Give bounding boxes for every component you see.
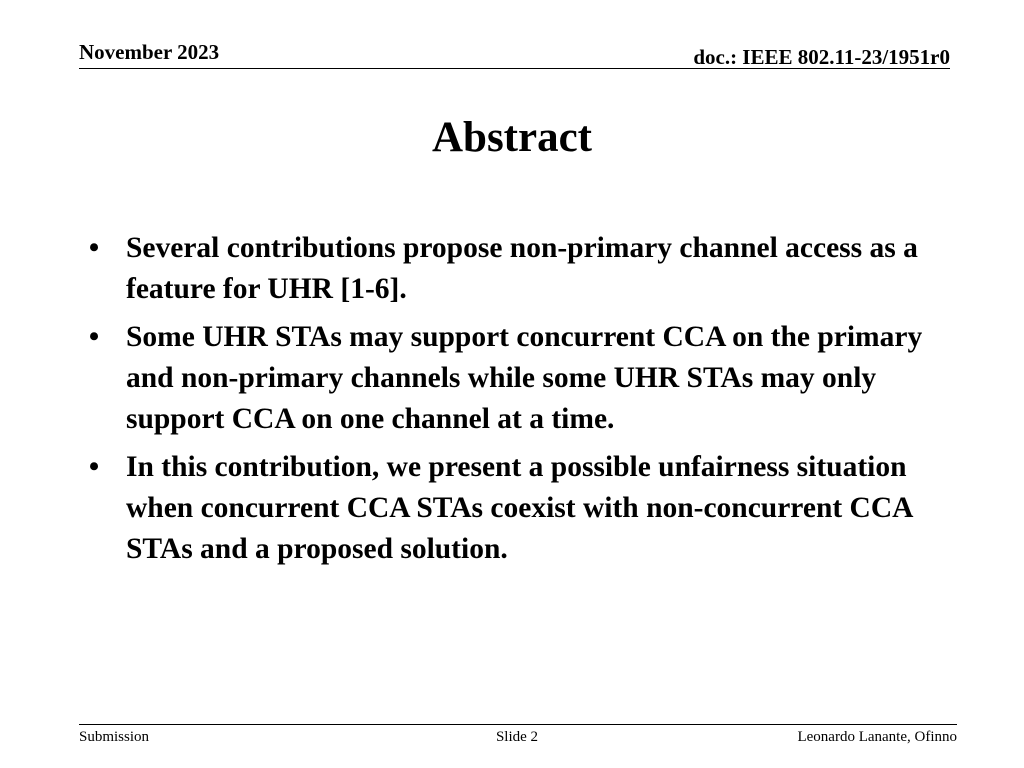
- bullet-item: [84, 447, 964, 570]
- bullet-list: [84, 228, 964, 577]
- bullet-text: Several contributions propose non-primary channel access as a feature for UHR [1-6].: [126, 232, 918, 305]
- header-doc-id: doc.: IEEE 802.11-23/1951r0: [693, 45, 950, 69]
- bullet-text: Some UHR STAs may support concurrent CCA on the primary and non-primary channels while some UHR STAs may only support CCA on one channel at a time.: [126, 321, 923, 435]
- footer-submission: Submission: [79, 729, 150, 745]
- footer-divider: [79, 724, 957, 725]
- footer-author: Leonardo Lanante, Ofinno: [797, 729, 957, 745]
- bullet-marker: •: [88, 321, 100, 353]
- bullet-item: [84, 317, 964, 440]
- bullet-item: [84, 228, 964, 310]
- slide-title: Abstract: [431, 114, 592, 161]
- bullet-marker: •: [88, 451, 100, 483]
- header-divider: [79, 68, 950, 69]
- bullet-text: In this contribution, we present a possible unfairness situation when concurrent CCA STAs coexist with non-concurrent CCA STAs and a proposed solution.: [126, 451, 912, 565]
- bullet-marker: •: [88, 232, 100, 264]
- header-date: November 2023: [79, 40, 220, 64]
- footer-slide-number: Slide 2: [495, 729, 539, 745]
